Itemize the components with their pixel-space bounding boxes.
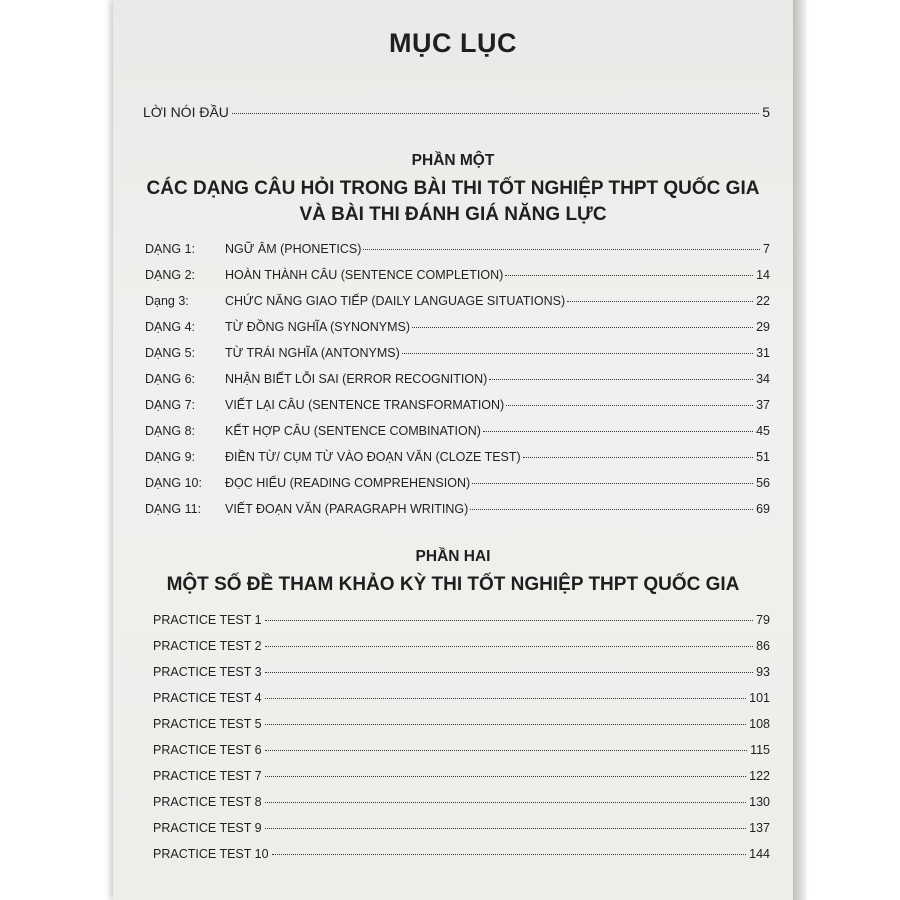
toc-entry-page: 79 (756, 613, 770, 627)
toc-entry-page: 56 (756, 476, 770, 490)
leader-dots (402, 353, 753, 354)
toc-entry-title: PRACTICE TEST 1 (153, 613, 262, 627)
toc-entry-page: 115 (750, 743, 770, 757)
toc-entry-title: VIẾT LẠI CÂU (SENTENCE TRANSFORMATION) (225, 398, 505, 412)
toc-entry-number: DẠNG 4: (145, 320, 196, 334)
toc-entry[interactable] (153, 743, 770, 769)
toc-entry-title: VIẾT ĐOẠN VĂN (PARAGRAPH WRITING) (225, 502, 469, 516)
toc-entry[interactable] (153, 691, 770, 717)
toc-entry-page: 14 (756, 268, 770, 282)
leader-dots (265, 802, 747, 803)
leader-dots (489, 379, 753, 380)
toc-entry-number: DẠNG 11: (145, 502, 202, 516)
toc-entry-title: KẾT HỢP CÂU (SENTENCE COMBINATION) (225, 424, 481, 438)
toc-entry-preface[interactable] (143, 104, 770, 120)
toc-entry-title: HOÀN THÀNH CÂU (SENTENCE COMPLETION) (225, 268, 504, 282)
toc-entry-title: ĐỌC HIỂU (READING COMPREHENSION) (225, 476, 471, 490)
toc-entry-page: 51 (756, 450, 770, 464)
toc-entry-title: PRACTICE TEST 7 (153, 769, 262, 783)
part-two-list (153, 613, 770, 873)
toc-entry-title: PRACTICE TEST 8 (153, 795, 262, 809)
leader-dots (472, 483, 753, 484)
leader-dots (265, 698, 747, 699)
leader-dots (523, 457, 753, 458)
toc-entry-page: 144 (749, 847, 770, 861)
toc-entry-title: TỪ ĐỒNG NGHĨA (SYNONYMS) (225, 320, 410, 334)
toc-entry-page: 22 (756, 294, 770, 308)
toc-entry-page: 130 (749, 795, 770, 809)
leader-dots (265, 672, 754, 673)
toc-entry-number: DẠNG 7: (145, 398, 196, 412)
toc-entry[interactable] (153, 613, 770, 639)
toc-entry[interactable] (145, 398, 770, 424)
leader-dots (265, 750, 747, 751)
toc-entry-number: DẠNG 2: (145, 268, 196, 282)
toc-entry[interactable] (145, 450, 770, 476)
toc-entry-title: LỜI NÓI ĐẦU (143, 104, 229, 120)
toc-entry-number: DẠNG 9: (145, 450, 196, 464)
toc-entry[interactable] (145, 476, 770, 502)
toc-entry-page: 45 (756, 424, 770, 438)
toc-entry-title: PRACTICE TEST 5 (153, 717, 262, 731)
part-one-label: PHẦN MỘT (411, 152, 495, 169)
book-page (113, 0, 793, 900)
toc-entry-title: PRACTICE TEST 9 (153, 821, 262, 835)
toc-entry-title: PRACTICE TEST 10 (153, 847, 269, 861)
toc-entry[interactable] (145, 346, 770, 372)
toc-entry[interactable] (153, 795, 770, 821)
toc-entry[interactable] (145, 424, 770, 450)
part-one-title-line1: CÁC DẠNG CÂU HỎI TRONG BÀI THI TỐT NGHIỆP THPT QUỐC GIA (146, 178, 760, 199)
leader-dots (483, 431, 753, 432)
toc-entry[interactable] (145, 320, 770, 346)
toc-entry-page: 31 (756, 346, 770, 360)
toc-entry[interactable] (153, 665, 770, 691)
toc-entry-number: DẠNG 5: (145, 346, 196, 360)
toc-entry[interactable] (153, 821, 770, 847)
toc-entry-number: DẠNG 10: (145, 476, 202, 490)
toc-entry-page: 101 (749, 691, 770, 705)
leader-dots (470, 509, 753, 510)
leader-dots (567, 301, 753, 302)
toc-entry[interactable] (153, 639, 770, 665)
leader-dots (265, 776, 747, 777)
leader-dots (265, 724, 747, 725)
page-title: MỤC LỤC (389, 28, 517, 58)
toc-entry[interactable] (153, 769, 770, 795)
leader-dots (265, 620, 754, 621)
toc-entry-title: PRACTICE TEST 2 (153, 639, 262, 653)
toc-entry-title: TỪ TRÁI NGHĨA (ANTONYMS) (225, 346, 400, 360)
toc-entry-title: NGỮ ÂM (PHONETICS) (225, 242, 362, 256)
part-one-list (145, 242, 770, 528)
toc-entry[interactable] (145, 502, 770, 528)
toc-entry-title: NHẬN BIẾT LỖI SAI (ERROR RECOGNITION) (225, 372, 488, 386)
toc-entry-page: 108 (749, 717, 770, 731)
toc-entry-title: PRACTICE TEST 6 (153, 743, 262, 757)
toc-entry-page: 7 (763, 242, 770, 256)
toc-entry[interactable] (145, 372, 770, 398)
toc-entry-page: 34 (756, 372, 770, 386)
toc-entry[interactable] (145, 294, 770, 320)
toc-entry-page: 122 (749, 769, 770, 783)
toc-entry-page: 86 (756, 639, 770, 653)
toc-entry-page: 93 (756, 665, 770, 679)
toc-entry[interactable] (145, 242, 770, 268)
part-two-label: PHẦN HAI (415, 548, 491, 565)
leader-dots (506, 405, 753, 406)
leader-dots (265, 646, 754, 647)
part-two-title: MỘT SỐ ĐỀ THAM KHẢO KỲ THI TỐT NGHIỆP THPT QUỐC GIA (166, 574, 740, 595)
toc-entry-title: ĐIỀN TỪ/ CỤM TỪ VÀO ĐOẠN VĂN (CLOZE TEST) (225, 450, 521, 464)
toc-entry-number: Dạng 3: (145, 294, 189, 308)
toc-entry-page: 37 (756, 398, 770, 412)
toc-entry-number: DẠNG 8: (145, 424, 196, 438)
toc-entry-page: 29 (756, 320, 770, 334)
toc-entry[interactable] (153, 847, 770, 873)
toc-entry[interactable] (145, 268, 770, 294)
toc-entry-title: PRACTICE TEST 4 (153, 691, 262, 705)
toc-entry-page: 137 (749, 821, 770, 835)
leader-dots (412, 327, 753, 328)
page-edge (793, 0, 807, 900)
toc-entry[interactable] (153, 717, 770, 743)
leader-dots (265, 828, 747, 829)
toc-entry-number: DẠNG 6: (145, 372, 196, 386)
toc-entry-page: 69 (756, 502, 770, 516)
leader-dots (505, 275, 753, 276)
toc-entry-title: CHỨC NĂNG GIAO TIẾP (DAILY LANGUAGE SITUATIONS) (225, 294, 566, 308)
toc-entry-page: 5 (762, 104, 770, 120)
leader-dots (363, 249, 760, 250)
leader-dots (232, 113, 759, 114)
leader-dots (272, 854, 747, 855)
part-one-title-line2: VÀ BÀI THI ĐÁNH GIÁ NĂNG LỰC (299, 204, 607, 225)
toc-entry-number: DẠNG 1: (145, 242, 196, 256)
toc-entry-title: PRACTICE TEST 3 (153, 665, 262, 679)
